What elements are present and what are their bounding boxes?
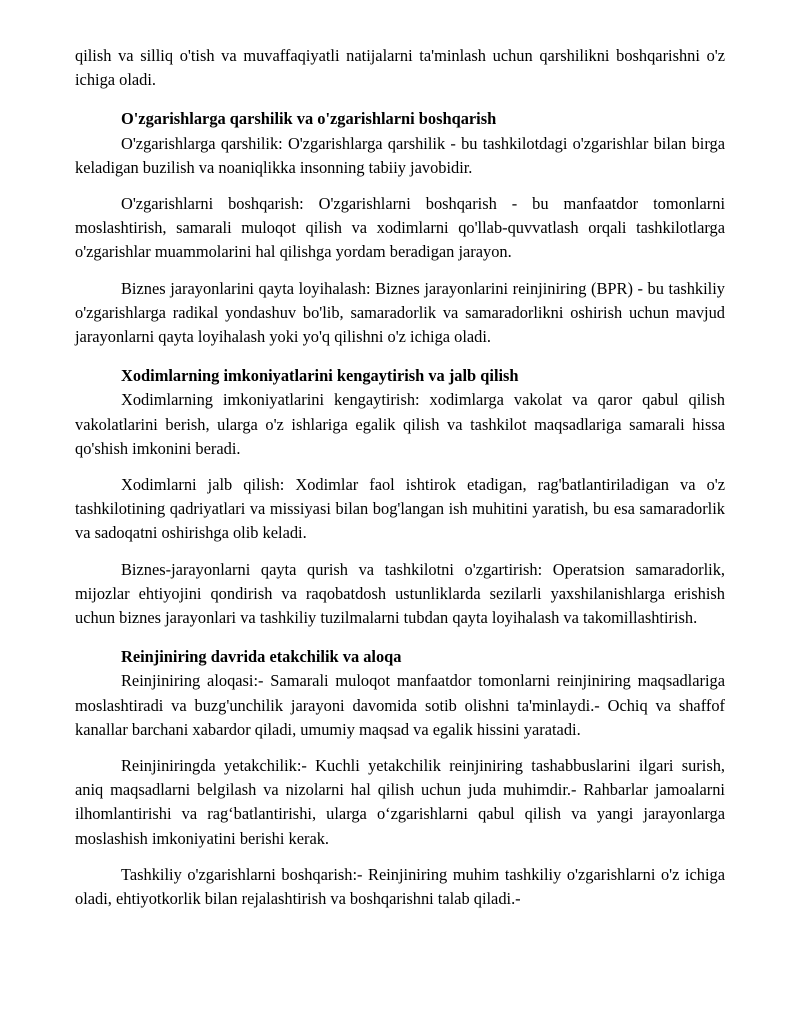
intro-paragraph: qilish va silliq o'tish va muvaffaqiyatli natijalarni ta'minlash uchun qarshilikni boshqarishni o'z ichiga oladi.	[75, 46, 725, 90]
paragraph-reengineering-leadership: Reinjiniringda yetakchilik:- Kuchli yetakchilik reinjiniring tashabbuslarini ilgari surish, aniq maqsadlarni belgilash va nizolarni hal qilish uchun juda muhimdir.- Rahbarlar jamoalarni ilhomlantirishi va rag‘batlantirishi, ularga o‘zgarishlarni qabul qilish va yangi jarayonlarga moslashish imkoniyatini berishi kerak.	[75, 756, 725, 848]
paragraph-resistance: O'zgarishlarga qarshilik: O'zgarishlarga qarshilik - bu tashkilotdagi o'zgarishlar bilan birga keladigan buzilish va noaniqlikka insonning tabiiy javobidir.	[75, 133, 725, 177]
section-heading-empowerment: Xodimlarning imkoniyatlarini kengaytirish va jalb qilish	[121, 366, 519, 386]
paragraph-bpr: Biznes jarayonlarini qayta loyihalash: Biznes jarayonlarini reinjiniring (BPR) - bu tashkiliy o'zgarishlarga radikal yondashuv bo'lib, samaradorlik va samaradorlikni oshirish uchun mavjud jarayonlarni qayta loyihalash yoki yo'q qilishni o'z ichiga oladi.	[75, 278, 725, 347]
paragraph-change-management: O'zgarishlarni boshqarish: O'zgarishlarni boshqarish - bu manfaatdor tomonlarni moslashtirish, samarali muloqot qilish va xodimlarni qo'llab-quvvatlash orqali tashkilotlarga o'zgarishlar muammolarini hal qilishga yordam beradigan jarayon.	[75, 194, 725, 262]
spacer	[75, 742, 725, 754]
section-heading-resistance: O'zgarishlarga qarshilik va o'zgarishlarni boshqarish	[121, 109, 497, 129]
paragraph-reengineering-communication: Reinjiniring aloqasi:- Samarali muloqot manfaatdor tomonlarni reinjiniring maqsadlariga moslashtiradi va buzg'unchilik jarayoni davomida sotib olishni ta'minlaydi.- Ochiq va shaffof kanallar barchani xabardor qiladi, umumiy maqsad va egalik hissini yaratadi.	[75, 671, 725, 739]
document-page	[75, 44, 725, 911]
spacer	[75, 92, 725, 107]
spacer	[75, 265, 725, 277]
spacer	[75, 349, 725, 364]
section-heading-leadership: Reinjiniring davrida etakchilik va aloqa	[121, 647, 402, 667]
spacer	[75, 180, 725, 192]
spacer	[75, 851, 725, 863]
spacer	[75, 546, 725, 558]
spacer	[75, 461, 725, 473]
paragraph-restructuring: Biznes-jarayonlarni qayta qurish va tashkilotni o'zgartirish: Operatsion samaradorlik, mijozlar ehtiyojini qondirish va raqobatdosh ustunliklarda sezilarli yaxshilanishlarga erishish uchun biznes jarayonlari va tashkiliy tuzilmalarni tubdan qayta loyihalash va takomillashtirish.	[75, 559, 725, 628]
paragraph-engagement: Xodimlarni jalb qilish: Xodimlar faol ishtirok etadigan, rag'batlantiriladigan va o'z tashkilotining qadriyatlari va missiyasi bilan bog'langan ish muhitini yaratish, bu esa samaradorlik va sadoqatni oshirishga olib keladi.	[75, 475, 725, 543]
paragraph-organizational-change: Tashkiliy o'zgarishlarni boshqarish:- Reinjiniring muhim tashkiliy o'zgarishlarni o'z ichiga oladi, ehtiyotkorlik bilan rejalashtirish va boshqarishni talab qiladi.-	[75, 864, 725, 909]
paragraph-empowerment: Xodimlarning imkoniyatlarini kengaytirish: xodimlarga vakolat va qaror qabul qilish vakolatlarini berish, ularga o'z ishlariga egalik qilish va tashkilot maqsadlariga samarali hissa qo'shish imkonini beradi.	[75, 390, 725, 458]
spacer	[75, 630, 725, 645]
